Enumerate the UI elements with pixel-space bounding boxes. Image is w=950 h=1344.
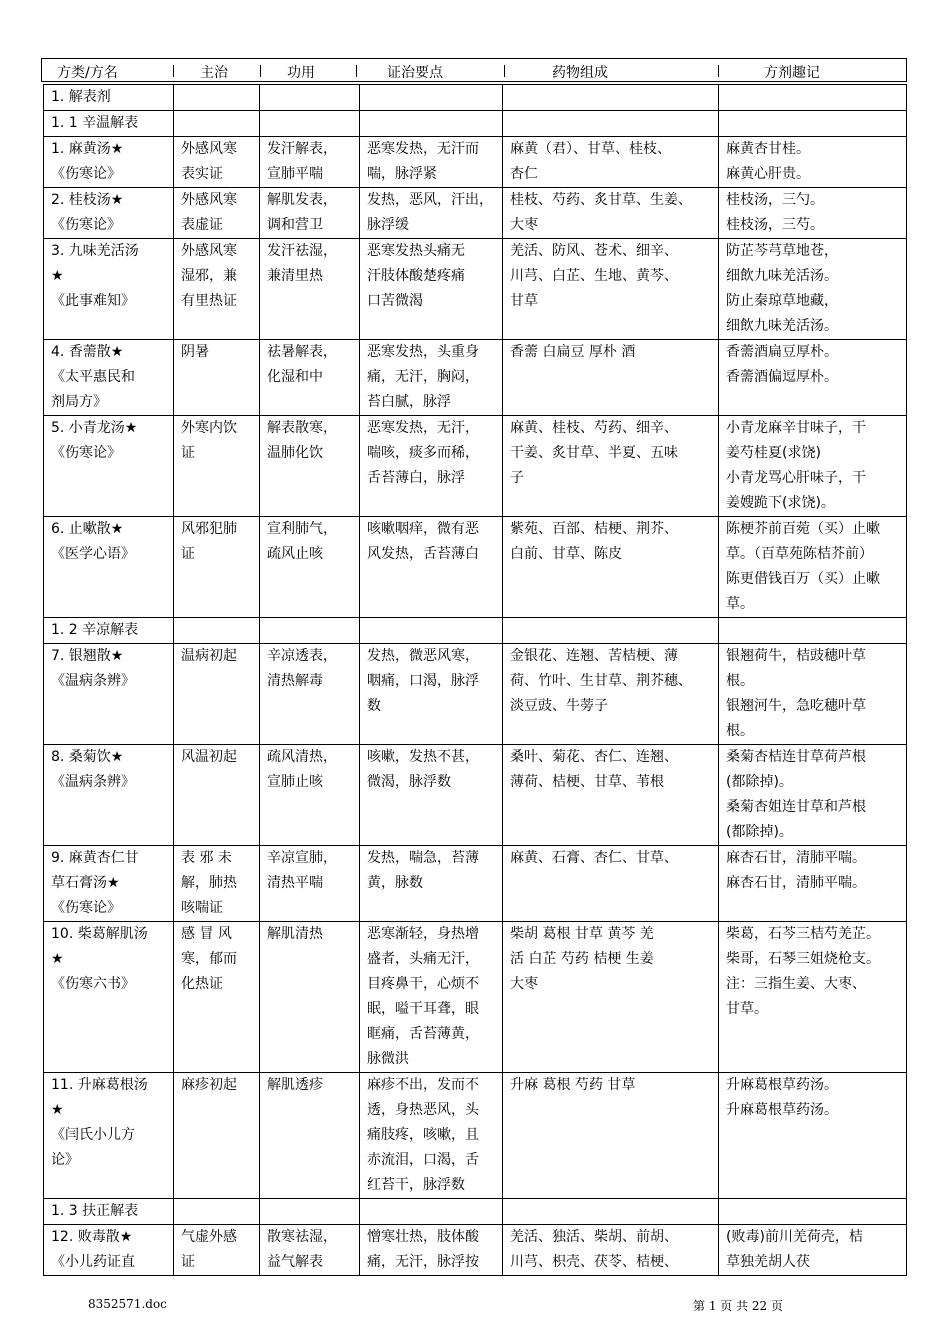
cell-formula-name: [44, 1073, 174, 1199]
subsection-row: [44, 1199, 907, 1225]
cell-line: 喘咳，痰多而稀，: [367, 445, 479, 461]
cell-line: 桑叶、菊花、杏仁、连翘、: [510, 749, 678, 765]
cell-line: ★: [51, 1102, 64, 1118]
cell-line: 疏风止咳: [267, 546, 323, 562]
cell-line: 清热解毒: [267, 673, 323, 689]
subsection-title: 1. 2 辛凉解表: [44, 618, 174, 644]
cell-line: 发热，喘急，苔薄: [367, 850, 479, 866]
cell-line: 荷、竹叶、生甘草、荆芥穗、: [510, 673, 692, 689]
cell-line: 金银花、连翘、苦桔梗、薄: [510, 648, 678, 664]
cell-function: [260, 340, 360, 416]
formula-row: [44, 416, 907, 517]
cell-function: [260, 922, 360, 1073]
cell-line: 气虚外感: [181, 1229, 237, 1245]
header-separator: [718, 65, 719, 77]
header-yaowu: 药物组成: [552, 65, 608, 81]
cell-line: 论》: [51, 1152, 79, 1168]
cell-line: 柴葛，石芩三桔芍羌芷。: [726, 926, 880, 942]
cell-line: 香薷 白扁豆 厚朴 酒: [510, 344, 636, 360]
cell-line: 解肌清热: [267, 926, 323, 942]
cell-line: 子: [510, 470, 524, 486]
cell-line: 湿邪，兼: [181, 268, 237, 284]
cell-line: 草石膏汤★: [51, 875, 120, 891]
formula-row: [44, 517, 907, 618]
cell-line: 口苦微渴: [367, 293, 423, 309]
cell-line: 银翘荷牛，桔豉穗叶草: [726, 648, 866, 664]
header-fangming: 方类/方名: [57, 65, 118, 81]
cell-line: 感 冒 风: [181, 926, 232, 942]
cell-formula-name: [44, 644, 174, 745]
subsection-title: 1. 1 辛温解表: [44, 111, 174, 137]
header-gongyong: 功用: [287, 65, 315, 81]
cell-line: 甘草: [510, 293, 538, 309]
cell-line: 注：三指生姜、大枣、: [726, 976, 866, 992]
cell-function: [260, 137, 360, 188]
formula-table: [43, 84, 907, 1276]
cell-function: [260, 846, 360, 922]
cell-formula-name: [44, 1225, 174, 1276]
cell-indication: [174, 745, 260, 846]
cell-line: 宣利肺气，: [267, 521, 337, 537]
cell-line: 干姜、炙甘草、半夏、五味: [510, 445, 678, 461]
cell-mnemonic: [719, 239, 907, 340]
cell-ingredients: [503, 745, 719, 846]
cell-line: 解，肺热: [181, 875, 237, 891]
cell-line: 风温初起: [181, 749, 237, 765]
formula-row: [44, 188, 907, 239]
cell-line: 恶寒发热，头重身: [367, 344, 479, 360]
cell-line: 12. 败毒散★: [51, 1229, 133, 1245]
cell-line: (都除掉)。: [726, 824, 793, 840]
cell-line: 《小儿药证直: [51, 1254, 135, 1270]
cell-line: 《医学心语》: [51, 546, 135, 562]
cell-line: 紫苑、百部、桔梗、荆芥、: [510, 521, 678, 537]
cell-line: 升麻葛根草药汤。: [726, 1077, 838, 1093]
cell-indication: [174, 922, 260, 1073]
cell-line: 草独羌胡人茯: [726, 1254, 810, 1270]
cell-line: 调和营卫: [267, 217, 323, 233]
cell-line: 咳喘证: [181, 900, 223, 916]
cell-indication: [174, 239, 260, 340]
cell-line: 寒，郁而: [181, 951, 237, 967]
cell-ingredients: [503, 846, 719, 922]
cell-line: 发热，恶风，汗出，: [367, 192, 493, 208]
cell-mnemonic: [719, 922, 907, 1073]
cell-indication: [174, 340, 260, 416]
cell-line: 草。: [726, 596, 754, 612]
cell-line: 根。: [726, 723, 754, 739]
formula-row: [44, 340, 907, 416]
cell-line: 证: [181, 546, 195, 562]
header-separator: [504, 65, 505, 77]
cell-line: 外感风寒: [181, 141, 237, 157]
cell-line: 舌苔薄白，脉浮: [367, 470, 465, 486]
cell-line: 眠，嗌干耳聋，眼: [367, 1001, 479, 1017]
cell-line: 散寒祛湿，: [267, 1229, 337, 1245]
cell-line: 喘，脉浮紧: [367, 166, 437, 182]
cell-line: 化湿和中: [267, 369, 323, 385]
cell-line: 表 邪 未: [181, 850, 232, 866]
cell-line: 升麻葛根草药汤。: [726, 1102, 838, 1118]
cell-line: 川芎、白芷、生地、黄芩、: [510, 268, 678, 284]
cell-line: 汗肢体酸楚疼痛: [367, 268, 465, 284]
cell-line: 1. 麻黄汤★: [51, 141, 124, 157]
subsection-row: [44, 618, 907, 644]
table-header-row: [41, 58, 907, 82]
formula-row: [44, 1225, 907, 1276]
footer-page-number: 第 1 页 共 22 页: [693, 1299, 783, 1313]
cell-line: 咳嗽咽痒，微有恶: [367, 521, 479, 537]
cell-line: 痛，无汗，胸闷，: [367, 369, 479, 385]
cell-line: 清热平喘: [267, 875, 323, 891]
section-title: 1. 解表剂: [44, 85, 174, 111]
cell-key-symptoms: [360, 137, 503, 188]
cell-mnemonic: [719, 1225, 907, 1276]
cell-line: 外寒内饮: [181, 420, 237, 436]
formula-row: [44, 745, 907, 846]
header-separator: [173, 65, 174, 77]
cell-line: 解表散寒，: [267, 420, 337, 436]
cell-line: 目疼鼻干，心烦不: [367, 976, 479, 992]
cell-line: 8. 桑菊饮★: [51, 749, 124, 765]
cell-line: 姜芍桂夏(求饶): [726, 445, 821, 461]
cell-line: 风邪犯肺: [181, 521, 237, 537]
formula-row: [44, 137, 907, 188]
cell-line: 辛凉宣肺，: [267, 850, 337, 866]
cell-line: 证: [181, 445, 195, 461]
cell-line: 《伤寒论》: [51, 445, 121, 461]
cell-line: 温病初起: [181, 648, 237, 664]
cell-line: 小青龙骂心肝味子，干: [726, 470, 866, 486]
cell-line: 白前、甘草、陈皮: [510, 546, 622, 562]
cell-line: 有里热证: [181, 293, 237, 309]
cell-line: 表虚证: [181, 217, 223, 233]
cell-mnemonic: [719, 745, 907, 846]
cell-line: 解肌发表，: [267, 192, 337, 208]
cell-line: 麻疹初起: [181, 1077, 237, 1093]
cell-line: 银翘河牛，急吃穗叶草: [726, 698, 866, 714]
cell-line: 《伤寒论》: [51, 900, 121, 916]
cell-key-symptoms: [360, 1225, 503, 1276]
cell-line: 麻黄（君）、甘草、桂枝、: [510, 141, 671, 157]
cell-line: ★: [51, 268, 64, 284]
cell-mnemonic: [719, 517, 907, 618]
cell-line: 柴哥，石琴三姐烧枪支。: [726, 951, 880, 967]
cell-line: 恶寒发热头痛无: [367, 243, 465, 259]
cell-line: (都除掉)。: [726, 774, 793, 790]
cell-formula-name: [44, 137, 174, 188]
cell-line: 麻杏石甘，清肺平喘。: [726, 875, 866, 891]
cell-line: 益气解表: [267, 1254, 323, 1270]
cell-ingredients: [503, 1225, 719, 1276]
cell-line: 防芷芩芎草地苍，: [726, 243, 838, 259]
cell-ingredients: [503, 644, 719, 745]
cell-line: 草。（百草苑陈桔芥前）: [726, 546, 873, 562]
cell-line: 苔白腻，脉浮: [367, 394, 451, 410]
cell-line: 《温病条辨》: [51, 673, 135, 689]
cell-line: 咽痛，口渴，脉浮: [367, 673, 479, 689]
cell-formula-name: [44, 239, 174, 340]
cell-line: 4. 香薷散★: [51, 344, 124, 360]
cell-line: 眶痛，舌苔薄黄，: [367, 1026, 479, 1042]
cell-key-symptoms: [360, 922, 503, 1073]
cell-ingredients: [503, 922, 719, 1073]
cell-function: [260, 1225, 360, 1276]
cell-key-symptoms: [360, 846, 503, 922]
cell-line: 香薷酒偏逗厚朴。: [726, 369, 838, 385]
cell-indication: [174, 846, 260, 922]
cell-indication: [174, 1073, 260, 1199]
cell-line: 《伤寒论》: [51, 217, 121, 233]
cell-line: 麻黄心肝贵。: [726, 166, 810, 182]
footer-filename: 8352571.doc: [88, 1297, 167, 1311]
cell-mnemonic: [719, 137, 907, 188]
cell-mnemonic: [719, 340, 907, 416]
cell-mnemonic: [719, 416, 907, 517]
formula-row: [44, 922, 907, 1073]
cell-line: 11. 升麻葛根汤: [51, 1077, 148, 1093]
cell-line: 桂枝、芍药、炙甘草、生姜、: [510, 192, 692, 208]
cell-mnemonic: [719, 1073, 907, 1199]
cell-line: 剂局方》: [51, 394, 107, 410]
cell-key-symptoms: [360, 239, 503, 340]
cell-line: 温肺化饮: [267, 445, 323, 461]
cell-line: 3. 九味羌活汤: [51, 243, 139, 259]
cell-ingredients: [503, 1073, 719, 1199]
cell-ingredients: [503, 188, 719, 239]
formula-row: [44, 644, 907, 745]
cell-line: 2. 桂枝汤★: [51, 192, 124, 208]
cell-formula-name: [44, 745, 174, 846]
cell-line: 表实证: [181, 166, 223, 182]
cell-line: 姜嫂跪下(求饶)。: [726, 495, 835, 511]
cell-mnemonic: [719, 188, 907, 239]
cell-line: ★: [51, 951, 64, 967]
cell-line: 发汗祛湿，: [267, 243, 337, 259]
cell-line: 外感风寒: [181, 243, 237, 259]
cell-function: [260, 1073, 360, 1199]
formula-row: [44, 846, 907, 922]
cell-line: 小青龙麻辛甘味子，干: [726, 420, 866, 436]
cell-line: 《温病条辨》: [51, 774, 135, 790]
cell-line: 疏风清热，: [267, 749, 337, 765]
cell-line: 痛肢疼，咳嗽，且: [367, 1127, 479, 1143]
header-quji: 方剂趣记: [764, 65, 820, 81]
cell-line: 柴胡 葛根 甘草 黄芩 羌: [510, 926, 654, 942]
cell-line: 脉浮缓: [367, 217, 409, 233]
cell-ingredients: [503, 137, 719, 188]
cell-line: 《此事难知》: [51, 293, 135, 309]
header-zhuzhi: 主治: [200, 65, 228, 81]
cell-line: 咳嗽，发热不甚，: [367, 749, 479, 765]
cell-line: 《闫氏小儿方: [51, 1127, 135, 1143]
formula-row: [44, 1073, 907, 1199]
cell-function: [260, 517, 360, 618]
cell-formula-name: [44, 517, 174, 618]
cell-key-symptoms: [360, 340, 503, 416]
cell-line: 杏仁: [510, 166, 538, 182]
cell-line: 兼清里热: [267, 268, 323, 284]
cell-key-symptoms: [360, 188, 503, 239]
cell-key-symptoms: [360, 644, 503, 745]
cell-line: 麻黄、石膏、杏仁、甘草、: [510, 850, 678, 866]
cell-key-symptoms: [360, 745, 503, 846]
cell-line: 薄荷、桔梗、甘草、苇根: [510, 774, 664, 790]
cell-line: 解肌透疹: [267, 1077, 323, 1093]
header-separator: [356, 65, 357, 77]
cell-line: 5. 小青龙汤★: [51, 420, 138, 436]
cell-line: 活 白芷 芍药 桔梗 生姜: [510, 951, 654, 967]
cell-line: 桂枝汤，三勺。: [726, 192, 824, 208]
cell-indication: [174, 137, 260, 188]
cell-line: 桂枝汤，三芍。: [726, 217, 824, 233]
cell-formula-name: [44, 340, 174, 416]
cell-line: 红苔干，脉浮数: [367, 1177, 465, 1193]
cell-line: 赤流泪，口渴，舌: [367, 1152, 479, 1168]
cell-line: 脉微洪: [367, 1051, 409, 1067]
cell-formula-name: [44, 922, 174, 1073]
cell-function: [260, 644, 360, 745]
cell-line: 恶寒发热，无汗，: [367, 420, 479, 436]
cell-indication: [174, 517, 260, 618]
cell-line: 恶寒渐轻，身热增: [367, 926, 479, 942]
cell-line: 陈更借钱百万（买）止嗽: [726, 571, 880, 587]
cell-mnemonic: [719, 846, 907, 922]
cell-indication: [174, 188, 260, 239]
cell-line: 黄，脉数: [367, 875, 423, 891]
cell-function: [260, 239, 360, 340]
section-row: [44, 85, 907, 111]
cell-formula-name: [44, 416, 174, 517]
cell-line: 桑菊杏桔连甘草荷芦根: [726, 749, 866, 765]
cell-line: 甘草。: [726, 1001, 768, 1017]
cell-formula-name: [44, 188, 174, 239]
cell-formula-name: [44, 846, 174, 922]
cell-key-symptoms: [360, 517, 503, 618]
cell-line: 升麻 葛根 芍药 甘草: [510, 1077, 636, 1093]
subsection-title: 1. 3 扶正解表: [44, 1199, 174, 1225]
cell-line: 证: [181, 1254, 195, 1270]
header-zhengzhi: 证治要点: [387, 65, 443, 81]
subsection-row: [44, 111, 907, 137]
cell-indication: [174, 416, 260, 517]
cell-line: 痛，无汗，脉浮按: [367, 1254, 479, 1270]
cell-line: 《伤寒六书》: [51, 976, 135, 992]
cell-line: 川芎、枳壳、茯苓、桔梗、: [510, 1254, 678, 1270]
cell-line: 盛者，头痛无汗，: [367, 951, 479, 967]
cell-line: 7. 银翘散★: [51, 648, 124, 664]
cell-line: 防止秦琼草地藏，: [726, 293, 838, 309]
cell-line: 大枣: [510, 976, 538, 992]
cell-line: 细飲九味羌活汤。: [726, 268, 838, 284]
cell-line: 麻疹不出，发而不: [367, 1077, 479, 1093]
cell-line: 细飲九味羌活汤。: [726, 318, 838, 334]
cell-line: 9. 麻黄杏仁甘: [51, 850, 139, 866]
cell-line: 6. 止嗽散★: [51, 521, 124, 537]
cell-line: 香薷酒扁豆厚朴。: [726, 344, 838, 360]
cell-line: 风发热，舌苔薄白: [367, 546, 479, 562]
cell-line: 《伤寒论》: [51, 166, 121, 182]
cell-line: 微渴，脉浮数: [367, 774, 451, 790]
cell-line: (败毒)前川羌荷壳，桔: [726, 1229, 863, 1245]
cell-line: 《太平惠民和: [51, 369, 135, 385]
cell-line: 根。: [726, 673, 754, 689]
cell-function: [260, 745, 360, 846]
cell-function: [260, 416, 360, 517]
cell-line: 10. 柴葛解肌汤: [51, 926, 148, 942]
cell-mnemonic: [719, 644, 907, 745]
cell-indication: [174, 1225, 260, 1276]
cell-line: 桑菊杏姐连甘草和芦根: [726, 799, 866, 815]
cell-line: 恶寒发热，无汗而: [367, 141, 479, 157]
cell-ingredients: [503, 416, 719, 517]
cell-function: [260, 188, 360, 239]
cell-line: 宣肺平喘: [267, 166, 323, 182]
cell-line: 憎寒壮热，肢体酸: [367, 1229, 479, 1245]
cell-ingredients: [503, 340, 719, 416]
cell-key-symptoms: [360, 416, 503, 517]
cell-line: 淡豆豉、牛蒡子: [510, 698, 608, 714]
cell-line: 化热证: [181, 976, 223, 992]
cell-indication: [174, 644, 260, 745]
formula-row: [44, 239, 907, 340]
cell-line: 宣肺止咳: [267, 774, 323, 790]
cell-line: 透，身热恶风，头: [367, 1102, 479, 1118]
cell-line: 大枣: [510, 217, 538, 233]
cell-line: 陈梗芥前百菀（买）止嗽: [726, 521, 880, 537]
cell-line: 外感风寒: [181, 192, 237, 208]
cell-line: 阴暑: [181, 344, 209, 360]
cell-line: 辛凉透表，: [267, 648, 337, 664]
cell-line: 麻黄杏甘桂。: [726, 141, 810, 157]
cell-key-symptoms: [360, 1073, 503, 1199]
cell-line: 发热，微恶风寒，: [367, 648, 479, 664]
cell-ingredients: [503, 239, 719, 340]
cell-line: 数: [367, 698, 381, 714]
cell-line: 麻杏石甘，清肺平喘。: [726, 850, 866, 866]
header-separator: [260, 65, 261, 77]
cell-line: 羌活、防风、苍术、细辛、: [510, 243, 678, 259]
cell-line: 祛暑解表，: [267, 344, 337, 360]
cell-line: 羌活、独活、柴胡、前胡、: [510, 1229, 678, 1245]
cell-line: 麻黄、桂枝、芍药、细辛、: [510, 420, 678, 436]
cell-line: 发汗解表，: [267, 141, 337, 157]
cell-ingredients: [503, 517, 719, 618]
